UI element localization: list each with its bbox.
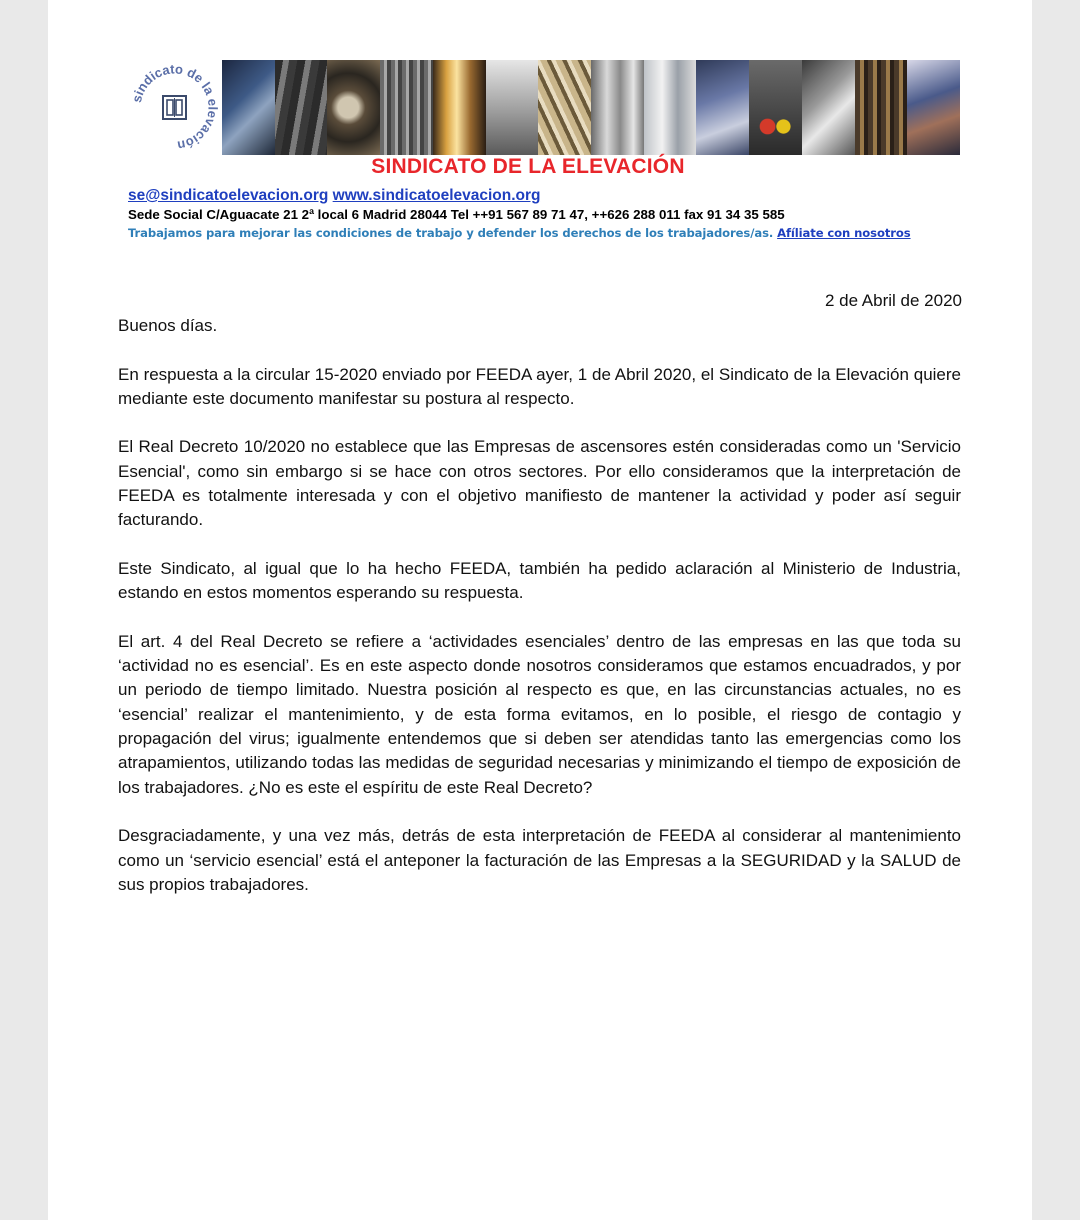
photo-corridor <box>486 60 539 155</box>
letter-body <box>118 314 961 921</box>
photo-lift-doors <box>433 60 486 155</box>
address-line: Sede Social C/Aguacate 21 2ª local 6 Madrid 28044 Tel ++91 567 89 71 47, ++626 288 011 fax 91 34 35 585 <box>128 207 785 222</box>
photo-cables <box>380 60 433 155</box>
document-page <box>48 0 1032 1220</box>
join-link[interactable]: Afíliate con nosotros <box>777 226 911 240</box>
photo-buttons <box>749 60 802 155</box>
photo-control-panel <box>696 60 749 155</box>
logo-arc-text: sindicato de la elevación <box>128 61 221 154</box>
photo-mechanic <box>907 60 960 155</box>
photo-switchboard <box>855 60 908 155</box>
photo-worker <box>222 60 275 155</box>
photo-cabin <box>644 60 697 155</box>
union-logo <box>127 60 222 155</box>
tagline <box>128 226 911 240</box>
letter-paragraph: En respuesta a la circular 15-2020 enviado por FEEDA ayer, 1 de Abril 2020, el Sindicato de la Elevación quiere mediante este documento manifestar su postura al respecto. <box>118 364 961 408</box>
letter-paragraph: Desgraciadamente, y una vez más, detrás de esta interpretación de FEEDA al considerar al mantenimiento como un ‘servicio esencial’ está el anteponer la facturación de las Empresas a la SEGURIDAD y la SALUD de sus propios trabajadores. <box>118 826 961 894</box>
photo-technician <box>802 60 855 155</box>
tagline-text: Trabajamos para mejorar las condiciones de trabajo y defender los derechos de los trabajadores/as. <box>128 226 774 240</box>
letter-date: 2 de Abril de 2020 <box>824 291 962 310</box>
elevator-icon <box>163 96 186 119</box>
photo-elevator-hall <box>591 60 644 155</box>
letter-paragraph: El Real Decreto 10/2020 no establece que las Empresas de ascensores estén consideradas como un 'Servicio Esencial', como sin embargo si se hace con otros sectores. Por ello consideramos que la interpretación de FEEDA es totalmente interesada y con el objetivo manifiesto de mantener la actividad y poder así seguir facturando. <box>118 437 961 530</box>
contact-links <box>128 187 541 205</box>
letter-paragraph: Este Sindicato, al igual que lo ha hecho FEEDA, también ha pedido aclaración al Ministerio de Industria, estando en estos momentos esperando su respuesta. <box>118 558 961 603</box>
letter-paragraph: El art. 4 del Real Decreto se refiere a ‘actividades esenciales’ dentro de las empresas en las que toda su ‘actividad no es esencial’. Es en este aspecto donde nosotros consideramos que estamos encuadrados, y por un periodo de tiempo limitado. Nuestra posición al respecto es que, en las circunstancias actuales, no es ‘esencial’ realizar el mantenimiento, y de esta forma evitamos, en lo posible, el riesgo de contagio y propagación del virus; igualmente entendemos que si deben ser atendidas tanto las emergencias como los atrapamientos, utilizando todas las medidas de seguridad necesarias y minimizando el tiempo de exposición de los trabajadores. ¿No es este el espíritu de este Real Decreto? <box>118 631 961 797</box>
photo-machinery <box>275 60 328 155</box>
photo-strip <box>222 60 960 155</box>
letter-greeting: Buenos días. <box>118 316 218 335</box>
header-banner <box>127 60 960 155</box>
photo-escalator <box>538 60 591 155</box>
email-link[interactable]: se@sindicatoelevacion.org <box>128 187 329 204</box>
photo-gears <box>327 60 380 155</box>
website-link[interactable]: www.sindicatoelevacion.org <box>332 187 541 204</box>
organization-name: SINDICATO DE LA ELEVACIÓN <box>371 155 685 178</box>
